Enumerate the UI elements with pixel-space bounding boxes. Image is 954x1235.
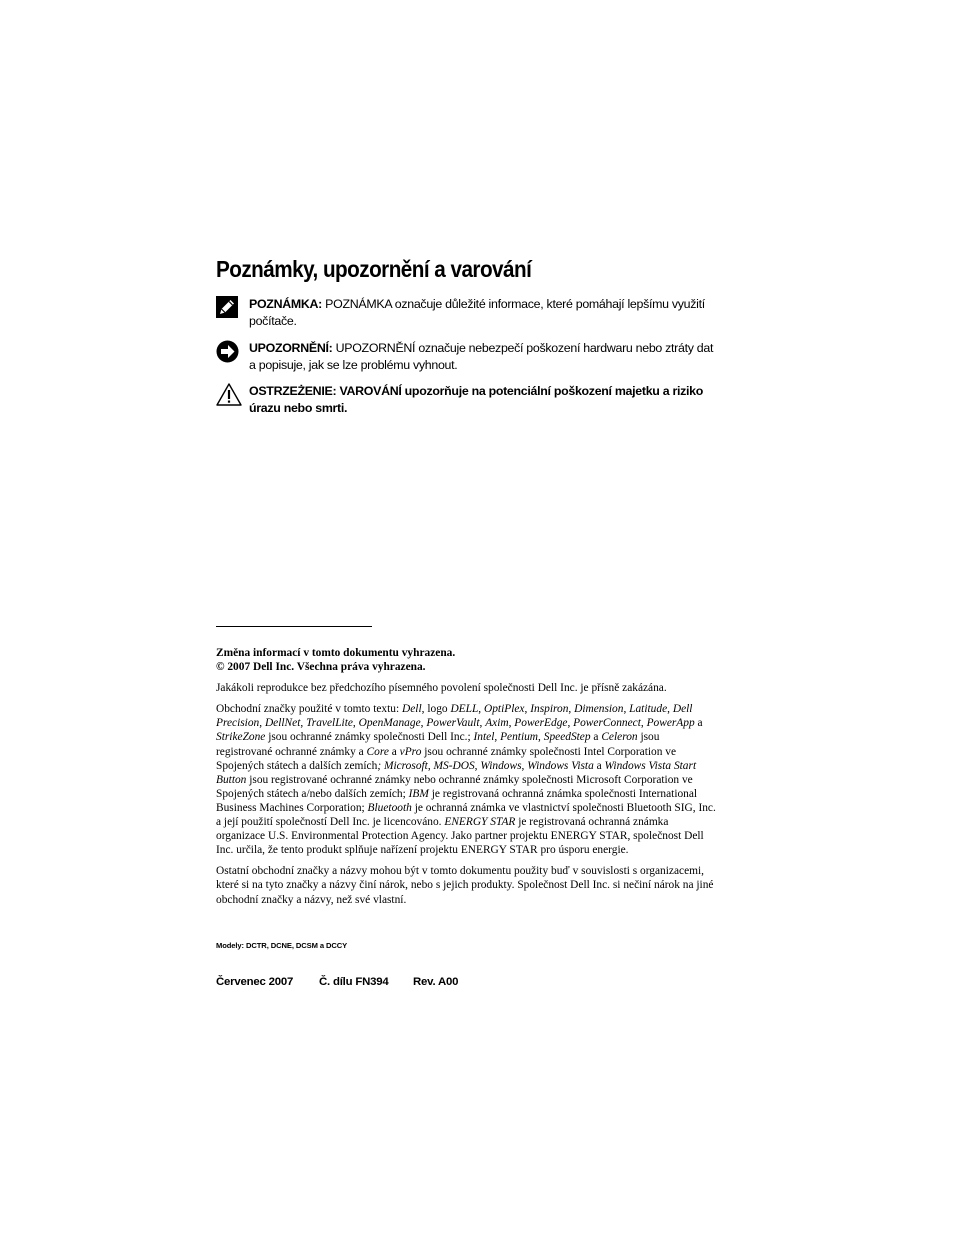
- tm-sep: ,: [524, 703, 531, 716]
- note-label: POZNÁMKA:: [249, 297, 323, 311]
- footnote-divider: [216, 626, 372, 627]
- tm-axim: Axim: [485, 717, 509, 730]
- note-text: POZNÁMKA označuje důležité informace, které pomáhají lepšímu využití počítače.: [249, 297, 705, 328]
- tm-sep: ,: [420, 717, 427, 730]
- note-notice: [216, 296, 716, 330]
- tm-dellnet: DellNet: [264, 717, 301, 730]
- tm-msdos: MS-DOS: [433, 759, 475, 772]
- tm-celeron: Celeron: [601, 731, 638, 744]
- tm-powerconnect: PowerConnect: [573, 717, 641, 730]
- tm-dell: Dell: [402, 703, 422, 716]
- tm-powervault: PowerVault: [426, 717, 480, 730]
- tm-sep: ,: [479, 717, 486, 730]
- tm-sep: ,: [352, 717, 359, 730]
- caution-label: UPOZORNĚNÍ:: [249, 341, 333, 355]
- warning-label: OSTRZEŻENIE:: [249, 384, 337, 398]
- tm-intro: Obchodní značky použité v tomto textu:: [216, 703, 403, 716]
- copyright-line: © 2007 Dell Inc. Všechna práva vyhrazena.: [216, 661, 426, 674]
- tm-sep: jsou registrované ochranné známky nebo ochranné známky společnosti Microsoft Corporation ve Spojených státech a/nebo dalších zemích;: [216, 773, 693, 800]
- tm-sep: a: [694, 717, 703, 730]
- tm-sep: ,: [667, 703, 673, 716]
- publication-date: Červenec 2007: [216, 976, 294, 988]
- tm-sep: ,: [494, 731, 501, 744]
- tm-sep: , logo: [421, 703, 451, 716]
- tm-sep: ,: [427, 759, 434, 772]
- tm-sep: je ochranná známka ve vlastnictví společnosti Bluetooth SIG, Inc. a její použití společností Dell Inc. je licencováno.: [216, 801, 716, 829]
- caution-arrow-icon: [216, 340, 240, 362]
- tm-windows-vista-start: Windows Vista Start Button: [216, 759, 697, 786]
- tm-sep: ,: [538, 731, 544, 744]
- tm-strikezone: StrikeZone: [216, 731, 266, 744]
- tm-intel: Intel: [473, 731, 495, 744]
- reproduction-notice: Jakákoli reprodukce bez předchozího písemného povolení společnosti Dell Inc. je přísně zakázána.: [216, 682, 667, 695]
- tm-sep: ,: [640, 717, 647, 730]
- note-pencil-icon: [216, 296, 240, 318]
- tm-windows-vista: Windows Vista: [527, 759, 594, 772]
- warning-notice: [216, 383, 716, 417]
- revision: Rev. A00: [413, 976, 459, 988]
- tm-powerapp: PowerApp: [646, 717, 695, 730]
- tm-speedstep: SpeedStep: [543, 731, 591, 744]
- tm-sep: jsou registrované ochranné známky a: [216, 731, 660, 758]
- warning-text: VAROVÁNÍ upozorňuje na potenciální poškození majetku a riziko úrazu nebo smrti.: [249, 384, 704, 415]
- warning-triangle-icon: [216, 383, 240, 405]
- tm-sep: je registrovaná ochranná známka organizace U.S. Environmental Protection Agency. Jako partner projektu ENERGY STAR, společnost Dell Inc. určila, že tento produkt splňuje nařízení projektu ENERGY STAR pro úsporu energie.: [216, 816, 704, 857]
- tm-energy-star: ENERGY STAR: [444, 816, 516, 829]
- tm-sep: ;: [377, 759, 384, 772]
- tm-poweredge: PowerEdge: [514, 717, 568, 730]
- tm-optiplex: OptiPlex: [484, 703, 525, 716]
- page-title: Poznámky, upozornění a varování: [216, 256, 532, 282]
- trademarks-paragraph: [216, 702, 716, 857]
- tm-sep: jsou ochranné známky společnosti Intel Corporation ve Spojených státech a dalších zemích: [216, 745, 677, 772]
- tm-precision: Dell Precision: [216, 703, 693, 730]
- tm-windows: Windows: [480, 759, 522, 772]
- tm-sep: ,: [567, 717, 574, 730]
- tm-core: Core: [366, 745, 389, 758]
- tm-pentium: Pentium: [500, 731, 539, 744]
- tm-sep: ,: [300, 717, 307, 730]
- tm-sep: a: [593, 759, 605, 772]
- dateline: [216, 976, 458, 988]
- tm-sep: jsou ochranné známky společnosti Dell Inc.;: [265, 731, 474, 744]
- models-line: Modely: DCTR, DCNE, DCSM a DCCY: [216, 941, 348, 950]
- tm-sep: ,: [508, 717, 515, 730]
- change-notice: Změna informací v tomto dokumentu vyhrazena.: [216, 647, 456, 659]
- tm-bluetooth: Bluetooth: [367, 801, 412, 814]
- caution-notice: [216, 340, 716, 374]
- caution-text: UPOZORNĚNÍ označuje nebezpečí poškození hardwaru nebo ztráty dat a popisuje, jak se lze problému vyhnout.: [249, 341, 714, 372]
- tm-sep: ,: [474, 759, 481, 772]
- tm-vpro: vPro: [399, 745, 422, 758]
- tm-ibm: IBM: [408, 787, 429, 800]
- tm-sep: ,: [568, 703, 575, 716]
- tm-sep: ,: [259, 717, 265, 730]
- tm-sep: je registrovaná ochranná známka společnosti International Business Machines Corporation;: [216, 787, 698, 814]
- tm-openmanage: OpenManage: [358, 717, 421, 730]
- tm-sep: ,: [478, 703, 484, 716]
- part-number: Č. dílu FN394: [319, 976, 389, 988]
- tm-dell-logo: DELL: [450, 703, 479, 716]
- tm-sep: a: [590, 731, 602, 744]
- tm-sep: ,: [623, 703, 630, 716]
- tm-dimension: Dimension: [574, 703, 624, 716]
- tm-travellite: TravelLite: [306, 717, 353, 730]
- tm-microsoft: Microsoft: [383, 759, 428, 772]
- legal-footer: [216, 646, 716, 907]
- tm-inspiron: Inspiron: [530, 703, 569, 716]
- tm-sep: a: [388, 745, 400, 758]
- other-trademarks: Ostatní obchodní značky a názvy mohou být v tomto dokumentu použity buď v souvislosti s organizacemi, které si na tyto značky a názvy činí nárok, nebo s jejich produkty. Společnost Dell Inc. si nečiní nárok na jiné obchodní značky a názvy, než své vlastní.: [216, 865, 714, 906]
- tm-latitude: Latitude: [629, 703, 668, 716]
- tm-sep: ,: [521, 759, 528, 772]
